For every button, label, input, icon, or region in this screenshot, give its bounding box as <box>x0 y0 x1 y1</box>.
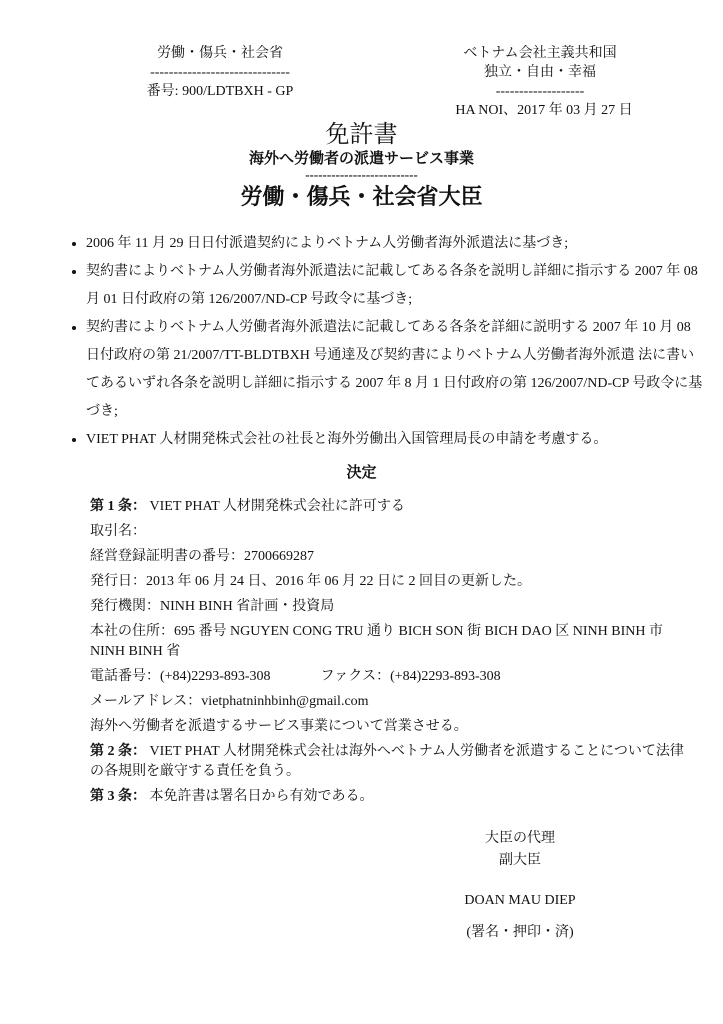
title-divider: -------------------------- <box>305 167 418 182</box>
article-1 <box>90 497 690 517</box>
issuing-authority: 労働・傷兵・社会省大臣 <box>240 184 483 209</box>
article-1-text: VIET PHAT 人材開発株式会社に許可する <box>149 499 405 514</box>
recital-item: • 契約書によりベトナム人労働者海外派遣法に記載してある各条を詳細に説明する 2007 年 10 月 08 日付政府の第 21/2007/TT-BLDTBXH 号通達及び契約書によりベトナム人労働者海外派遣 法に書いてあるいずれ各条を説明し詳細に指示する 2007 年 8 月 1 日付政府の第 126/2007/ND-CP 号政令に基づき; <box>86 314 706 426</box>
signer-title: 副大臣 <box>499 853 541 868</box>
business-scope: 海外へ労働者を派遣するサービス事業について営業させる。 <box>90 719 468 734</box>
fax-number: ファクス：(+84)2293-893-308 <box>320 669 501 684</box>
head-office-address: 本社の住所：695 番号 NGUYEN CONG TRU 通り BICH SON 街 BICH DAO 区 NINH BINH 市 NINH BINH 省 <box>90 624 663 659</box>
article-2-text: VIET PHAT 人材開発株式会社は海外へベトナム人労働者を派遣することについて法律の各規則を厳守する責任を負う。 <box>90 744 684 779</box>
issuing-agency: 発行機関：NINH BINH 省計画・投資局 <box>90 599 335 614</box>
header-right <box>420 44 660 120</box>
country-name: ベトナム会社主義共和国 <box>463 46 617 61</box>
recital-item: • 契約書によりベトナム人労働者海外派遣法に記載してある各条を説明し詳細に指示する 2007 年 08 月 01 日付政府の第 126/2007/ND-CP 号政令に基づき; <box>86 258 706 314</box>
document-title: 免許書 <box>325 122 398 148</box>
signature-note: (署名・押印・済) <box>466 925 574 940</box>
ministry-name: 労働・傷兵・社会省 <box>157 46 283 61</box>
phone-number: 電話番号：(+84)2293-893-308 <box>90 669 271 684</box>
document-number: 番号: 900/LDTBXH - GP <box>146 84 294 99</box>
title-block <box>0 120 723 212</box>
contact-numbers <box>90 667 690 687</box>
recital-item: • VIET PHAT 人材開発株式会社の社長と海外労働出入国管理局長の申請を考慮する。 <box>86 426 706 454</box>
signature-block <box>430 828 610 944</box>
recitals-list <box>64 230 706 454</box>
articles-section <box>90 497 690 812</box>
article-1-label: 第 1 条： <box>90 499 146 514</box>
article-2 <box>90 742 690 782</box>
header-left-divider: ------------------------------ <box>150 65 290 80</box>
issue-date: 発行日：2013 年 06 月 24 日、2016 年 06 月 22 日に 2 回目の更新した。 <box>90 574 531 589</box>
header-left <box>120 44 320 101</box>
trade-name: 取引名： <box>90 524 146 539</box>
national-motto: 独立・自由・幸福 <box>484 65 596 80</box>
signer-name: DOAN MAU DIEP <box>464 893 576 908</box>
recital-item: • 2006 年 11 月 29 日日付派遣契約によりベトナム人労働者海外派遣法に基づき; <box>86 230 706 258</box>
article-3-text: 本免許書は署名日から有効である。 <box>149 789 374 804</box>
signer-role: 大臣の代理 <box>485 831 555 846</box>
header-right-divider: ------------------- <box>495 84 585 99</box>
article-3 <box>90 787 690 807</box>
article-3-label: 第 3 条： <box>90 789 146 804</box>
issue-place-date: HA NOI、2017 年 03 月 27 日 <box>455 103 633 118</box>
article-2-label: 第 2 条： <box>90 744 146 759</box>
decision-heading: 決定 <box>346 465 377 481</box>
registration-number: 経営登録証明書の番号：2700669287 <box>90 549 314 564</box>
email-address: メールアドレス：vietphatninhbinh@gmail.com <box>90 694 369 709</box>
document-subtitle: 海外へ労働者の派遣サービス事業 <box>248 151 474 167</box>
